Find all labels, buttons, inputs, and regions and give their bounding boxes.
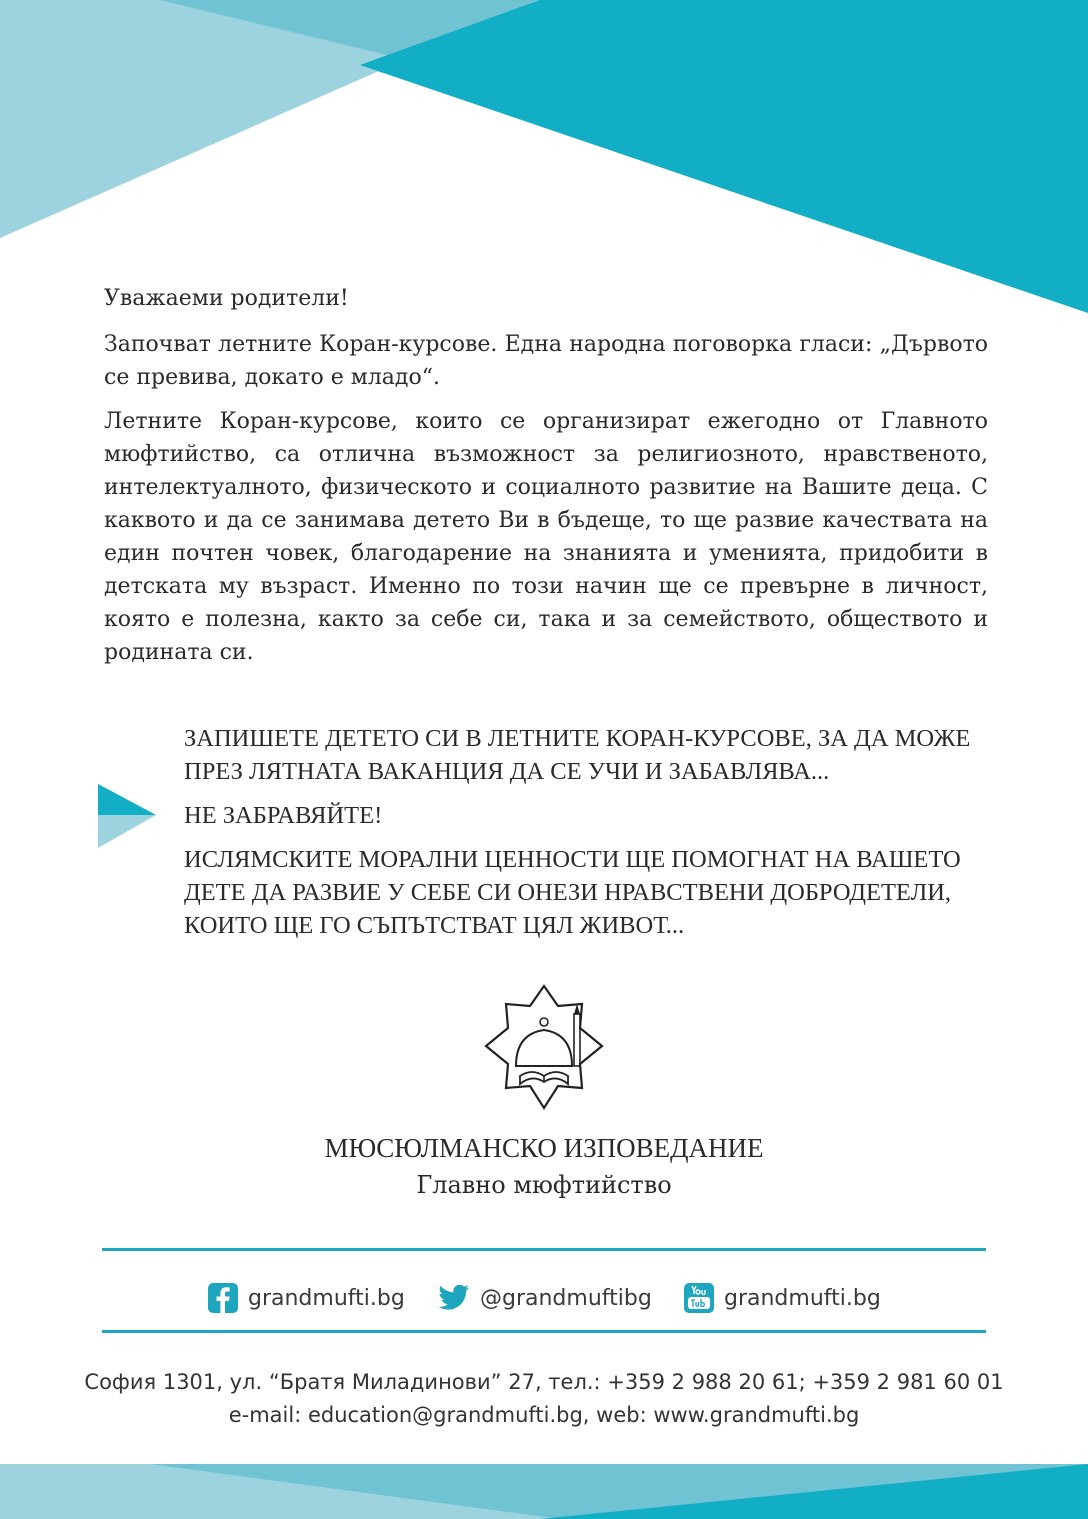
social-youtube-label: grandmufti.bg bbox=[724, 1285, 881, 1311]
social-facebook[interactable] bbox=[208, 1278, 405, 1318]
contact-address: София 1301, ул. “Братя Миладинови” 27, тел.: +359 2 988 20 61; +359 2 981 60 01 bbox=[84, 1370, 1004, 1394]
youtube-icon bbox=[684, 1283, 714, 1313]
body-paragraph: Летните Коран-курсове, които се организират ежегодно от Главното мюфтийство, са отлична възможност за религиозното, нравственото, интелектуалното, физическото и социалното развитие на Вашите деца. С каквото и да се занимава детето Ви в бъдеще, то ще развие качествата на един почтен човек, благодарение на знанията и уменията, придобити в детската му възраст. Именно по този начин ще се превърне в личност, която е полезна, както за себе си, така и за семейството, обществото и родината си. bbox=[104, 409, 988, 665]
social-links bbox=[0, 1278, 1088, 1318]
callout-reminder: НЕ ЗАБРАВЯЙТЕ! bbox=[184, 802, 383, 829]
mufti-logo bbox=[474, 984, 614, 1116]
organization-subtitle: Главно мюфтийство bbox=[416, 1171, 672, 1199]
callout-enroll: ЗАПИШЕТЕ ДЕТЕТО СИ В ЛЕТНИТЕ КОРАН-КУРСОВЕ, ЗА ДА МОЖЕ ПРЕЗ ЛЯТНАТА ВАКАНЦИЯ ДА СЕ УЧИ И ЗАБАВЛЯВА... bbox=[184, 725, 971, 785]
twitter-icon bbox=[438, 1284, 470, 1312]
organization-name: МЮСЮЛМАНСКО ИЗПОВЕДАНИЕ bbox=[324, 1133, 764, 1163]
contact-info bbox=[0, 1366, 1088, 1432]
social-youtube[interactable] bbox=[684, 1278, 881, 1318]
greeting: Уважаеми родители! bbox=[104, 286, 349, 311]
intro-paragraph: Започват летните Коран-курсове. Една народна поговорка гласи: „Дървото се превива, докато е младо“. bbox=[104, 332, 988, 390]
social-twitter-label: @grandmuftibg bbox=[480, 1285, 652, 1311]
social-facebook-label: grandmufti.bg bbox=[248, 1285, 405, 1311]
social-twitter[interactable] bbox=[438, 1278, 652, 1318]
contact-web: e-mail: education@grandmufti.bg, web: www.grandmufti.bg bbox=[228, 1403, 860, 1427]
divider-bottom bbox=[102, 1330, 986, 1333]
callout-values: ИСЛЯМСКИТЕ МОРАЛНИ ЦЕННОСТИ ЩЕ ПОМОГНАТ НА ВАШЕТО ДЕТЕ ДА РАЗВИЕ У СЕБЕ СИ ОНЕЗИ НРАВСТВЕНИ ДОБРОДЕТЕЛИ, КОИТО ЩЕ ГО СЪПЪТСТВАТ ЦЯЛ ЖИВОТ... bbox=[184, 846, 961, 939]
facebook-icon bbox=[208, 1283, 238, 1313]
divider-top bbox=[102, 1248, 986, 1251]
